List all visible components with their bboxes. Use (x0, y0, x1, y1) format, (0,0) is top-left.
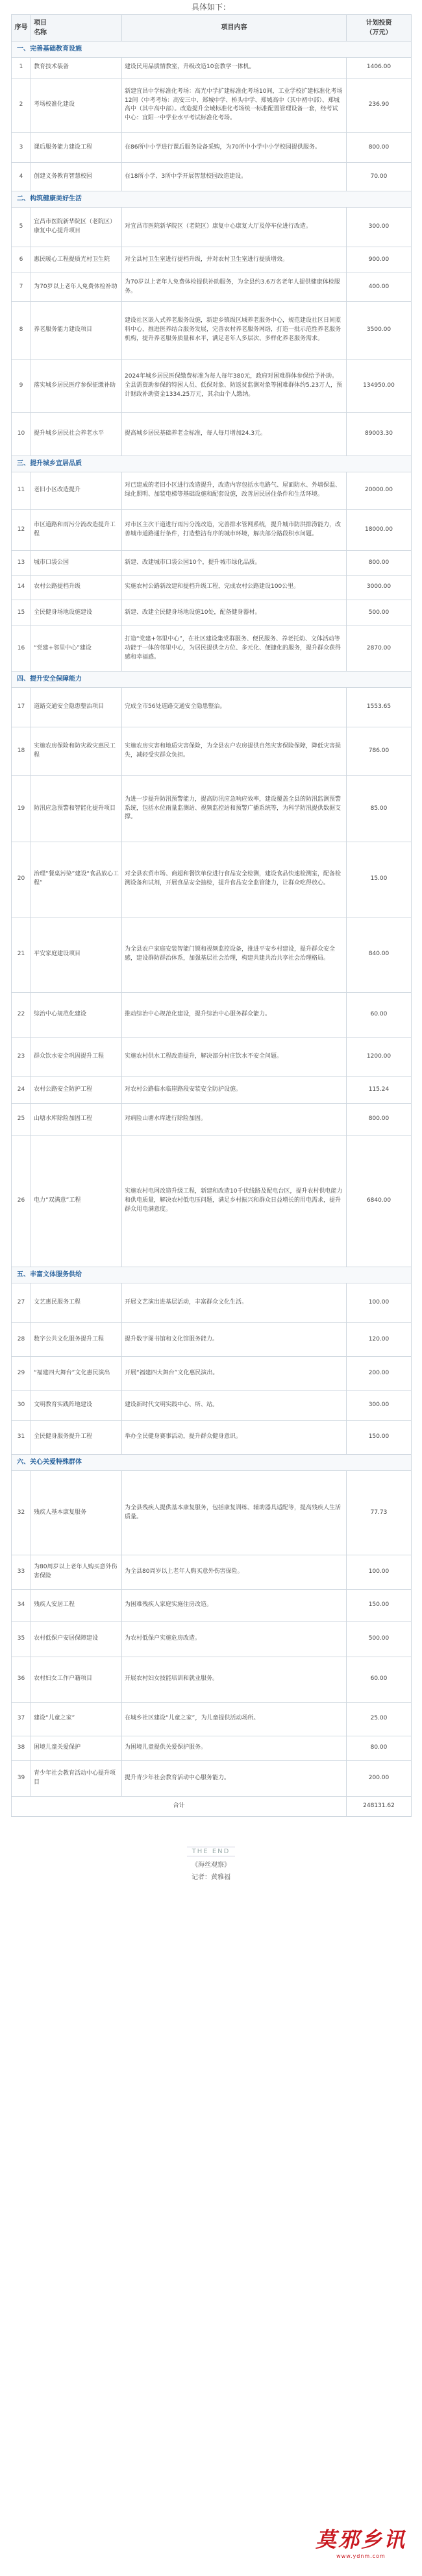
table-row (12, 687, 412, 727)
watermark-url: www.ydnm.com (336, 2553, 386, 2559)
table-row (12, 1038, 412, 1077)
section-title: 一、完善基础教育设施 (12, 42, 412, 58)
project-content: 为70岁以上老年人免费体检提供补助服务，为全县约3.6万名老年人提供健康体检服务。 (122, 273, 347, 302)
table-header-row (12, 15, 412, 42)
planned-investment: 100.00 (347, 1283, 412, 1323)
project-content: 为农村低保户实施危房改造。 (122, 1621, 347, 1657)
project-name: 实施农房保险和防灾救灾惠民工程 (31, 727, 122, 775)
table-row (12, 992, 412, 1038)
row-number: 12 (12, 509, 31, 551)
planned-investment: 3000.00 (347, 576, 412, 600)
project-name: 道路交通安全隐患整治项目 (31, 687, 122, 727)
planned-investment: 1406.00 (347, 58, 412, 79)
project-content: 举办全民健身赛事活动，提升群众健身意识。 (122, 1420, 347, 1454)
planned-investment: 80.00 (347, 1736, 412, 1760)
planned-investment: 20000.00 (347, 472, 412, 509)
project-content: 对全县农贸市场、商超和餐饮单位进行食品安全检测，建设食品快速检测室，配备检测设备和试剂，开展食品安全抽检，提升食品安全监管能力，让群众吃得放心。 (122, 842, 347, 917)
row-number: 10 (12, 412, 31, 456)
project-name: “福建四大舞台”文化惠民演出 (31, 1357, 122, 1391)
row-number: 18 (12, 727, 31, 775)
row-number: 20 (12, 842, 31, 917)
planned-investment: 89003.30 (347, 412, 412, 456)
project-name: 数字公共文化服务提升工程 (31, 1323, 122, 1357)
project-content: 推动综治中心规范化建设，提升综治中心服务群众能力。 (122, 992, 347, 1038)
row-number: 30 (12, 1391, 31, 1420)
row-number: 29 (12, 1357, 31, 1391)
table-row (12, 301, 412, 359)
table-row (12, 917, 412, 992)
planned-investment: 200.00 (347, 1760, 412, 1796)
project-content: 为全县80周岁以上老年人购买意外伤害保险。 (122, 1555, 347, 1589)
planned-investment: 800.00 (347, 1103, 412, 1135)
table-row (12, 1077, 412, 1104)
row-number: 36 (12, 1657, 31, 1703)
table-row (12, 1420, 412, 1454)
planned-investment: 800.00 (347, 551, 412, 576)
total-cost: 248131.62 (347, 1796, 412, 1816)
planned-investment: 900.00 (347, 247, 412, 273)
table-row (12, 776, 412, 842)
section-title: 四、提升安全保障能力 (12, 671, 412, 687)
row-number: 5 (12, 207, 31, 247)
row-number: 14 (12, 576, 31, 600)
table-row (12, 247, 412, 273)
table-row (12, 1760, 412, 1796)
table-row (12, 1391, 412, 1420)
table-body (12, 42, 412, 1817)
project-content: 为全县残疾人提供基本康复服务，包括康复训练、辅助器具适配等，提高残疾人生活质量。 (122, 1470, 347, 1555)
project-content: 开展“福建四大舞台”文化惠民演出。 (122, 1357, 347, 1391)
row-number: 21 (12, 917, 31, 992)
planned-investment: 840.00 (347, 917, 412, 992)
table-row (12, 509, 412, 551)
row-number: 2 (12, 78, 31, 132)
project-content: 实施农房灾害和地质灾害保险，为全县农户农房提供自然灾害保险保障，降低灾害损失，减轻受灾群众负担。 (122, 727, 347, 775)
project-name: 困境儿童关爱保护 (31, 1736, 122, 1760)
table-row (12, 551, 412, 576)
editor-line: 《海丝观察》 (192, 1861, 230, 1869)
table-row (12, 1589, 412, 1621)
planned-investment: 150.00 (347, 1420, 412, 1454)
table-row (12, 576, 412, 600)
table-row (12, 626, 412, 672)
section-row (12, 1454, 412, 1470)
table-row (12, 1657, 412, 1703)
table-row (12, 359, 412, 412)
project-name: 课后服务能力建设工程 (31, 132, 122, 162)
planned-investment: 1553.65 (347, 687, 412, 727)
table-row (12, 1323, 412, 1357)
row-number: 8 (12, 301, 31, 359)
row-number: 19 (12, 776, 31, 842)
table-row (12, 78, 412, 132)
table-row (12, 1103, 412, 1135)
planned-investment: 300.00 (347, 207, 412, 247)
project-name: 养老服务能力建设项目 (31, 301, 122, 359)
row-number: 11 (12, 472, 31, 509)
project-content: 实施农村电网改造升级工程，新建和改造10千伏线路及配电台区，提升农村供电能力和供电质量，解决农村低电压问题，满足乡村振兴和群众日益增长的用电需求，提升群众用电满意度。 (122, 1136, 347, 1267)
table-row (12, 1283, 412, 1323)
project-name: 山塘水库除险加固工程 (31, 1103, 122, 1135)
project-name: 文艺惠民服务工程 (31, 1283, 122, 1323)
section-row (12, 42, 412, 58)
table-row (12, 207, 412, 247)
project-name: 治理“餐桌污染”建设“食品放心工程” (31, 842, 122, 917)
planned-investment: 6840.00 (347, 1136, 412, 1267)
project-content: 为全县农户家庭安装智能门锁和视频监控设备，推进平安乡村建设，提升群众安全感，建设群防群治体系，加强基层社会治理，构建共建共治共享社会治理格局。 (122, 917, 347, 992)
section-title: 三、提升城乡宜居品质 (12, 456, 412, 472)
project-content: 完成全市56处道路交通安全隐患整治。 (122, 687, 347, 727)
project-name: 综治中心规范化建设 (31, 992, 122, 1038)
table-row (12, 842, 412, 917)
row-number: 3 (12, 132, 31, 162)
planned-investment: 800.00 (347, 132, 412, 162)
project-content: 在18所小学、3所中学开展智慧校园改造建设。 (122, 163, 347, 191)
table-row (12, 132, 412, 162)
project-name: 为70岁以上老年人免费体检补助 (31, 273, 122, 302)
project-content: 对已建成的老旧小区进行改造提升，改造内容包括水电路气、屋面防水、外墙保温、绿化照明、加装电梯等基础设施和配套设施，改善居民居住条件和生活环境。 (122, 472, 347, 509)
project-name: 为80周岁以上老年人购买意外伤害保险 (31, 1555, 122, 1589)
row-number: 23 (12, 1038, 31, 1077)
planned-investment: 15.00 (347, 842, 412, 917)
total-label: 合计 (12, 1796, 347, 1816)
end-block (0, 1847, 422, 1881)
header-num: 序号 (12, 15, 31, 42)
project-content: 新建、改建城市口袋公园10个，提升城市绿化品质。 (122, 551, 347, 576)
project-content: 建设社区嵌入式养老服务设施，新建乡镇级区域养老服务中心，规范建设社区日间照料中心，推进医养结合服务发展，完善农村养老服务网络，打造一批示范性养老服务机构，提升养老服务质量和水平，满足老年人多层次、多样化养老服务需求。 (122, 301, 347, 359)
project-name: 残疾人安居工程 (31, 1589, 122, 1621)
project-name: 宜昌市医院新华院区（老院区）康复中心提升项目 (31, 207, 122, 247)
project-content: 打造“党建+邻里中心”，在社区建设集党群服务、便民服务、养老托幼、文体活动等功能于一体的邻里中心，为居民提供全方位、多元化、便捷化的服务，提升群众获得感和幸福感。 (122, 626, 347, 672)
row-number: 37 (12, 1702, 31, 1736)
table-row (12, 1736, 412, 1760)
project-name: 电力“双满意”工程 (31, 1136, 122, 1267)
row-number: 28 (12, 1323, 31, 1357)
planned-investment: 500.00 (347, 1621, 412, 1657)
planned-investment: 85.00 (347, 776, 412, 842)
planned-investment: 400.00 (347, 273, 412, 302)
table-row (12, 1621, 412, 1657)
row-number: 25 (12, 1103, 31, 1135)
project-name: 教育技术装备 (31, 58, 122, 79)
planned-investment: 77.73 (347, 1470, 412, 1555)
project-name: “党建+邻里中心”建设 (31, 626, 122, 672)
table-row (12, 1136, 412, 1267)
project-name: 提升城乡居民社会养老水平 (31, 412, 122, 456)
section-title: 五、丰富文体服务供给 (12, 1267, 412, 1283)
project-name: 残疾人基本康复服务 (31, 1470, 122, 1555)
project-content: 为困境儿童提供关爱保护服务。 (122, 1736, 347, 1760)
table-row (12, 163, 412, 191)
project-name: 农村妇女工作户籍项目 (31, 1657, 122, 1703)
planned-investment: 120.00 (347, 1323, 412, 1357)
watermark-logo (316, 2523, 406, 2559)
header-desc: 项目内容 (122, 15, 347, 42)
project-name: 全民健身场地设施建设 (31, 600, 122, 626)
project-content: 新建、改建全民健身场地设施10处，配备健身器材。 (122, 600, 347, 626)
planned-investment: 786.00 (347, 727, 412, 775)
project-name: 农村公路提档升级 (31, 576, 122, 600)
table-row (12, 472, 412, 509)
table-row (12, 1702, 412, 1736)
project-content: 开展农村妇女技能培训和就业服务。 (122, 1657, 347, 1703)
project-content: 新建宜昌中学标准化考场：高光中学扩建标准化考场10间，工业学校扩建标准化考场12间（中考考场：高安三中、郑城中学、桥头中学、郑城高中（其中初中部）、郑城高中（其中高中部）。改造提升全域标准化考场统一标准配置管理设备一套，经考试中心：宜阳一中学业水平考试标准化考场。 (122, 78, 347, 132)
row-number: 33 (12, 1555, 31, 1589)
watermark-text: 莫邪乡讯 (315, 2527, 406, 2552)
project-content: 提高城乡居民基础养老金标准，每人每月增加24.3元。 (122, 412, 347, 456)
planned-investment: 18000.00 (347, 509, 412, 551)
table-row (12, 1555, 412, 1589)
row-number: 31 (12, 1420, 31, 1454)
section-title: 二、构筑健康美好生活 (12, 191, 412, 207)
section-row (12, 671, 412, 687)
row-number: 4 (12, 163, 31, 191)
project-content: 对农村公路临水临崖路段安装安全防护设施。 (122, 1077, 347, 1104)
project-table (11, 14, 412, 1817)
section-row (12, 191, 412, 207)
project-content: 提升数字图书馆和文化馆服务能力。 (122, 1323, 347, 1357)
row-number: 27 (12, 1283, 31, 1323)
table-row (12, 600, 412, 626)
row-number: 13 (12, 551, 31, 576)
table-row (12, 727, 412, 775)
project-content: 对全县村卫生室进行提档升级，并对农村卫生室进行提质增效。 (122, 247, 347, 273)
row-number: 34 (12, 1589, 31, 1621)
project-content: 对宜昌市医院新华院区（老院区）康复中心康复大厅及停车位进行改造。 (122, 207, 347, 247)
project-content: 实施农村公路新改建和提档升级工程，完成农村公路建设100公里。 (122, 576, 347, 600)
project-name: 市区道路和雨污分流改造提升工程 (31, 509, 122, 551)
project-name: 城市口袋公园 (31, 551, 122, 576)
planned-investment: 236.90 (347, 78, 412, 132)
project-content: 实施农村供水工程改造提升，解决部分村庄饮水不安全问题。 (122, 1038, 347, 1077)
project-name: 建设“儿童之家” (31, 1702, 122, 1736)
planned-investment: 115.24 (347, 1077, 412, 1104)
project-name: 创建义务教育智慧校园 (31, 163, 122, 191)
row-number: 22 (12, 992, 31, 1038)
project-name: 考场校准化建设 (31, 78, 122, 132)
row-number: 7 (12, 273, 31, 302)
project-content: 为进一步提升防汛预警能力，提高防汛应急响应效率，建设覆盖全县的防汛监测预警系统，包括水位雨量监测站、视频监控站和预警广播系统等，为科学防汛提供数据支撑。 (122, 776, 347, 842)
project-content: 建设新时代文明实践中心、所、站。 (122, 1391, 347, 1420)
planned-investment: 150.00 (347, 1589, 412, 1621)
total-row (12, 1796, 412, 1816)
table-row (12, 58, 412, 79)
author-line: 记者：黄雅福 (192, 1873, 230, 1881)
project-name: 青少年社会教育活动中心提升项目 (31, 1760, 122, 1796)
project-content: 对市区主次干道进行雨污分流改造，完善排水管网系统，提升城市防洪排涝能力，改善城市道路通行条件，打造整洁有序的城市环境，解决部分路段积水问题。 (122, 509, 347, 551)
planned-investment: 70.00 (347, 163, 412, 191)
project-content: 为困难残疾人家庭实施住房改造。 (122, 1589, 347, 1621)
planned-investment: 2870.00 (347, 626, 412, 672)
project-name: 文明教育实践阵地建设 (31, 1391, 122, 1420)
planned-investment: 60.00 (347, 992, 412, 1038)
project-name: 平安家庭建设项目 (31, 917, 122, 992)
row-number: 32 (12, 1470, 31, 1555)
project-content: 提升青少年社会教育活动中心服务能力。 (122, 1760, 347, 1796)
row-number: 16 (12, 626, 31, 672)
table-row (12, 273, 412, 302)
project-name: 农村低保户安居保障建设 (31, 1621, 122, 1657)
planned-investment: 300.00 (347, 1391, 412, 1420)
header-cost: 计划投资 （万元） (347, 15, 412, 42)
row-number: 9 (12, 359, 31, 412)
planned-investment: 60.00 (347, 1657, 412, 1703)
planned-investment: 3500.00 (347, 301, 412, 359)
intro-text: 具体如下： (191, 3, 230, 12)
project-content: 2024年城乡居民医保缴费标准为每人每年380元，政府对困难群体参保给予补助。全县需资助参保的特困人员、低保对象、防返贫监测对象等困难群体约5.23万人，预计财政补助资金1334.25万元，其余由个人缴纳。 (122, 359, 347, 412)
planned-investment: 100.00 (347, 1555, 412, 1589)
section-title: 六、关心关爱特殊群体 (12, 1454, 412, 1470)
project-name: 防汛应急预警和智能化提升项目 (31, 776, 122, 842)
planned-investment: 200.00 (347, 1357, 412, 1391)
project-content: 在86所中小学进行课后服务设备采购，为70所中小学中小学校园提供服务。 (122, 132, 347, 162)
row-number: 38 (12, 1736, 31, 1760)
project-content: 建设民用品质情教室，升级改造10套教学一体机。 (122, 58, 347, 79)
row-number: 1 (12, 58, 31, 79)
project-content: 对病险山塘水库进行除险加固。 (122, 1103, 347, 1135)
section-row (12, 1267, 412, 1283)
row-number: 15 (12, 600, 31, 626)
planned-investment: 1200.00 (347, 1038, 412, 1077)
table-row (12, 1357, 412, 1391)
row-number: 35 (12, 1621, 31, 1657)
end-mark: THE END (187, 1847, 236, 1856)
table-row (12, 1470, 412, 1555)
row-number: 26 (12, 1136, 31, 1267)
project-content: 在城乡社区建设“儿童之家”，为儿童提供活动场所。 (122, 1702, 347, 1736)
project-name: 全民健身服务提升工程 (31, 1420, 122, 1454)
project-content: 开展文艺演出进基层活动，丰富群众文化生活。 (122, 1283, 347, 1323)
row-number: 17 (12, 687, 31, 727)
row-number: 6 (12, 247, 31, 273)
row-number: 24 (12, 1077, 31, 1104)
planned-investment: 25.00 (347, 1702, 412, 1736)
project-name: 老旧小区改造提升 (31, 472, 122, 509)
header-name: 项目 名称 (31, 15, 122, 42)
section-row (12, 456, 412, 472)
table-row (12, 412, 412, 456)
project-name: 落实城乡居民医疗参保征缴补助 (31, 359, 122, 412)
row-number: 39 (12, 1760, 31, 1796)
project-name: 惠民暖心工程提质光村卫生院 (31, 247, 122, 273)
planned-investment: 500.00 (347, 600, 412, 626)
project-name: 群众饮水安全巩固提升工程 (31, 1038, 122, 1077)
planned-investment: 134950.00 (347, 359, 412, 412)
project-name: 农村公路安全防护工程 (31, 1077, 122, 1104)
